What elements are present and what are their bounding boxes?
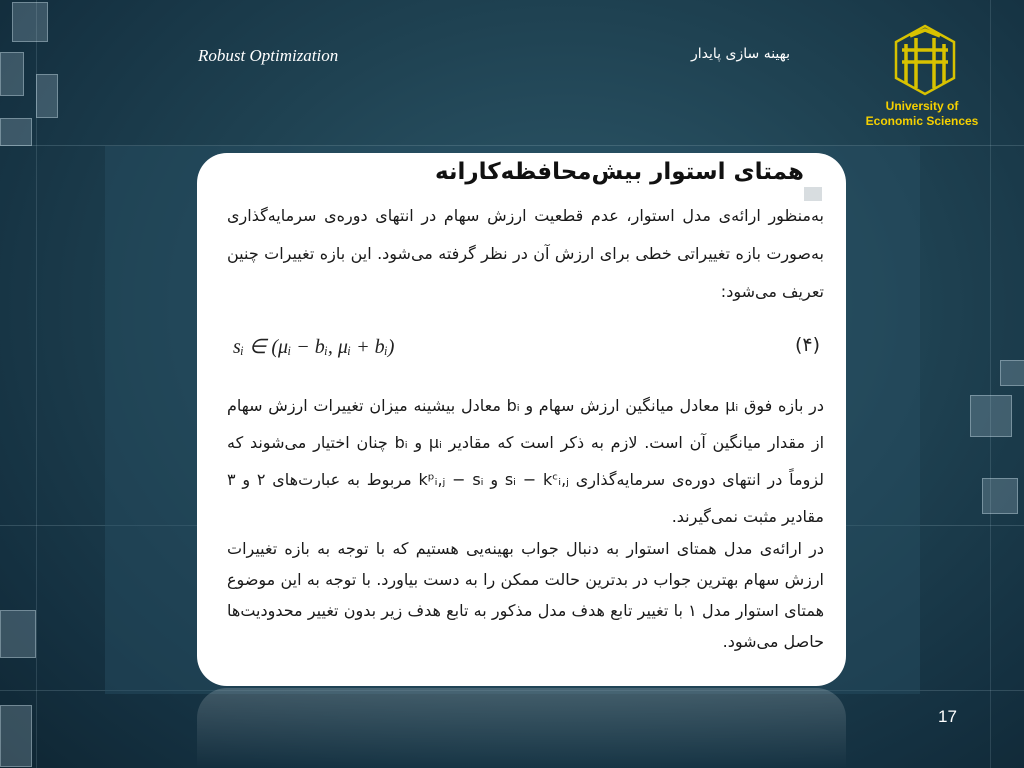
university-line1: University of bbox=[885, 99, 959, 113]
paragraph-2: در بازه فوق μᵢ معادل میانگین ارزش سهام و bᵢ معادل بیشینه میزان تغییرات ارزش سهام از مقدار میانگین آن است. لازم به ذکر است که مقادیر μᵢ و bᵢ چنان اختیار می‌شوند که لزوماً در انتهای دوره‌ی سرمایه‌گذاری sᵢ − kᶜᵢ,ⱼ و kᵖᵢ,ⱼ − sᵢ مربوط به عبارت‌های ۲ و ۳ مقادیر مثبت نمی‌گیرند. bbox=[227, 396, 825, 526]
header-title-en: Robust Optimization bbox=[198, 46, 339, 65]
bg-square bbox=[0, 52, 24, 96]
page-number: 17 bbox=[938, 707, 957, 726]
bg-square bbox=[36, 74, 58, 118]
slide-title: همتای استوار بیش‌محافظه‌کارانه bbox=[434, 159, 804, 185]
university-line2: Economic Sciences bbox=[865, 114, 979, 128]
formula-number: (۴) bbox=[794, 334, 820, 356]
bg-square bbox=[1000, 360, 1024, 386]
bg-square bbox=[982, 478, 1018, 514]
bg-square bbox=[0, 118, 32, 146]
slide-card bbox=[197, 153, 846, 686]
bg-square bbox=[12, 2, 48, 42]
bg-square bbox=[0, 705, 32, 767]
university-logo-icon bbox=[890, 22, 960, 98]
university-name bbox=[850, 99, 994, 129]
formula: sᵢ ∈ (μᵢ − bᵢ, μᵢ + bᵢ) bbox=[233, 336, 395, 358]
paragraph-1: به‌منظور ارائه‌ی مدل استوار، عدم قطعیت ارزش سهام در انتهای دوره‌ی سرمایه‌گذاری به‌صورت بازه تغییراتی خطی برای ارزش آن در نظر گرفته می‌شود. این بازه تغییرات چنین تعریف می‌شود: bbox=[227, 206, 824, 301]
header-title-fa: بهینه سازی پایدار bbox=[691, 46, 790, 62]
bg-square bbox=[970, 395, 1012, 437]
paragraph-3: در ارائه‌ی مدل همتای استوار به دنبال جواب بهینه‌یی هستیم که با توجه به بازه تغییرات ارزش سهام بهترین جواب در بدترین حالت ممکن را به دست بیاورد. با توجه به این موضوع همتای استوار مدل ۱ با تغییر تابع هدف مدل مذکور به تابع هدف زیر بدون تغییر محدودیت‌ها حاصل می‌شود. bbox=[227, 539, 825, 651]
bg-square bbox=[0, 610, 36, 658]
card-reflection bbox=[197, 688, 846, 768]
